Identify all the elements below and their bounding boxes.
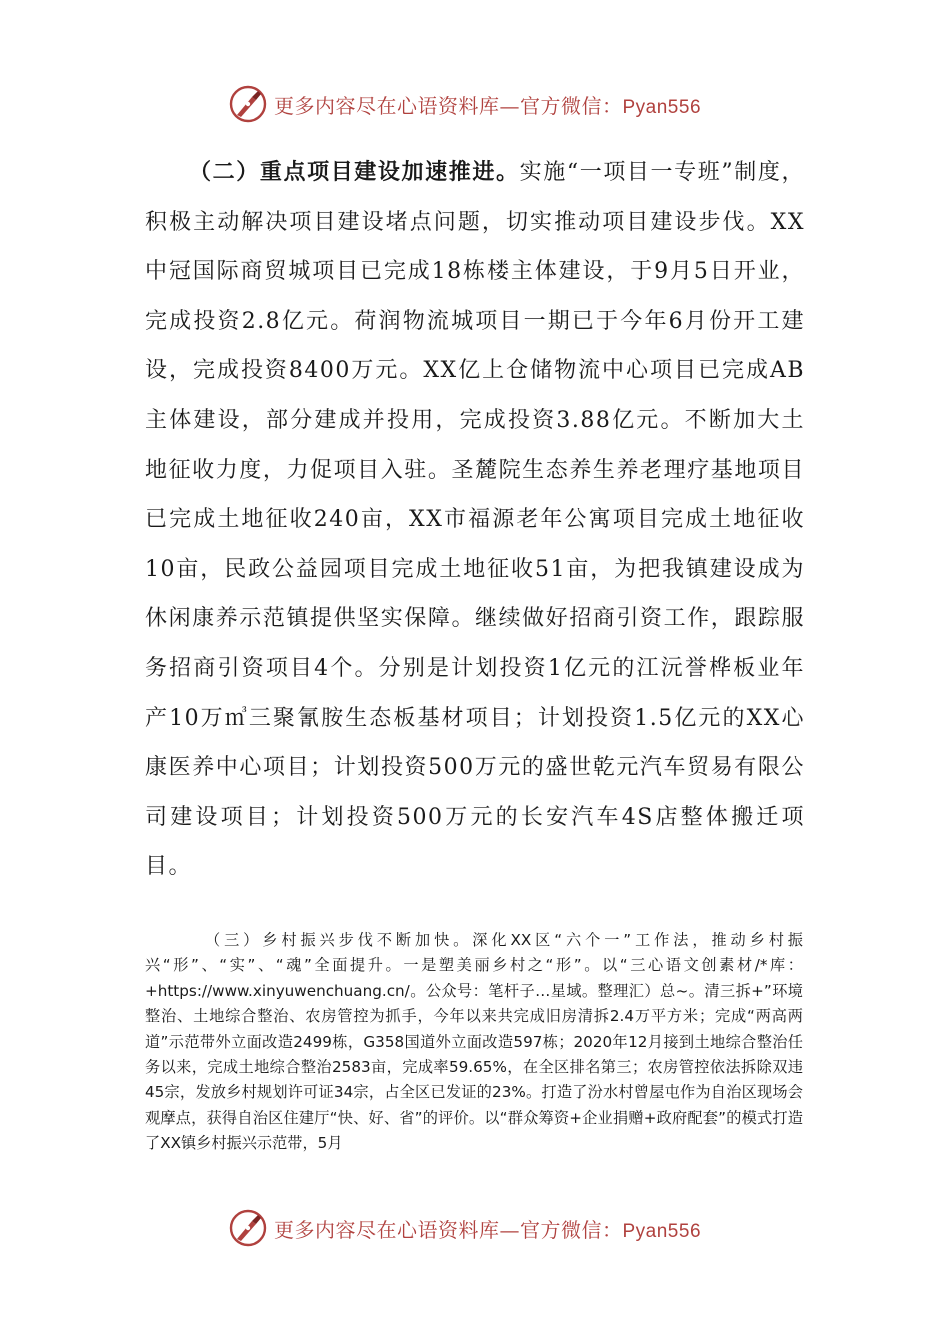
- watermark-handle: Pyan556: [622, 1220, 702, 1242]
- watermark-handle: Pyan556: [622, 96, 702, 118]
- pen-logo-icon: [228, 1208, 268, 1248]
- watermark-banner-bottom: [228, 1208, 748, 1248]
- watermark-text: 更多内容尽在心语资料库—官方微信：: [274, 1217, 623, 1242]
- section-3-paragraph: （三）乡村振兴步伐不断加快。深化XX区“六个一”工作法，推动乡村振兴“形”、“实”、“魂”全面提升。一是塑美丽乡村之“形”。以“三心语文创素材/*库：+https://www.xinyuwenchuang.cn/。公众号：笔杆子…星域。整理汇）总~。清三拆+”环境整治、土地综合整治、农房管控为抓手，今年以来共完成旧房清拆2.4万平方米；完成“两高两道”示范带外立面改造2499栋，G358国道外立面改造597栋；2020年12月接到土地综合整治任务以来，完成土地综合整治2583亩，完成率59.65%，在全区排名第三；农房管控依法拆除双违45宗，发放乡村规划许可证34宗，占全区已发证的23%。打造了汾水村曾屋屯作为自治区现场会观摩点，获得自治区住建厅“快、好、省”的评价。以“群众筹资+企业捐赠+政府配套”的模式打造了XX镇乡村振兴示范带，5月: [145, 931, 803, 1153]
- section-2-body: 实施“一项目一专班”制度，积极主动解决项目建设堵点问题，切实推动项目建设步伐。XX中冠国际商贸城项目已完成18栋楼主体建设，于9月5日开业，完成投资2.8亿元。荷润物流城项目一期已于今年6月份开工建设，完成投资8400万元。XX亿上仓储物流中心项目已完成AB主体建设，部分建成并投用，完成投资3.88亿元。不断加大土地征收力度，力促项目入驻。圣麓院生态养生养老理疗基地项目已完成土地征收240亩，XX市福源老年公寓项目完成土地征收10亩，民政公益园项目完成土地征收51亩，为把我镇建设成为休闲康养示范镇提供坚实保障。继续做好招商引资工作，跟踪服务招商引资项目4个。分别是计划投资1亿元的江沅誉桦板业年产10万㎥三聚氰胺生态板基材项目；计划投资1.5亿元的XX心康医养中心项目；计划投资500万元的盛世乾元汽车贸易有限公司建设项目；计划投资500万元的长安汽车4S店整体搬迁项目。: [145, 160, 805, 880]
- section-2-heading: （二）重点项目建设加速推进。: [189, 159, 520, 185]
- watermark-banner-top: [228, 84, 748, 124]
- watermark-text: 更多内容尽在心语资料库—官方微信：: [274, 93, 623, 118]
- pen-logo-icon: [228, 84, 268, 124]
- section-2-paragraph: [145, 148, 805, 892]
